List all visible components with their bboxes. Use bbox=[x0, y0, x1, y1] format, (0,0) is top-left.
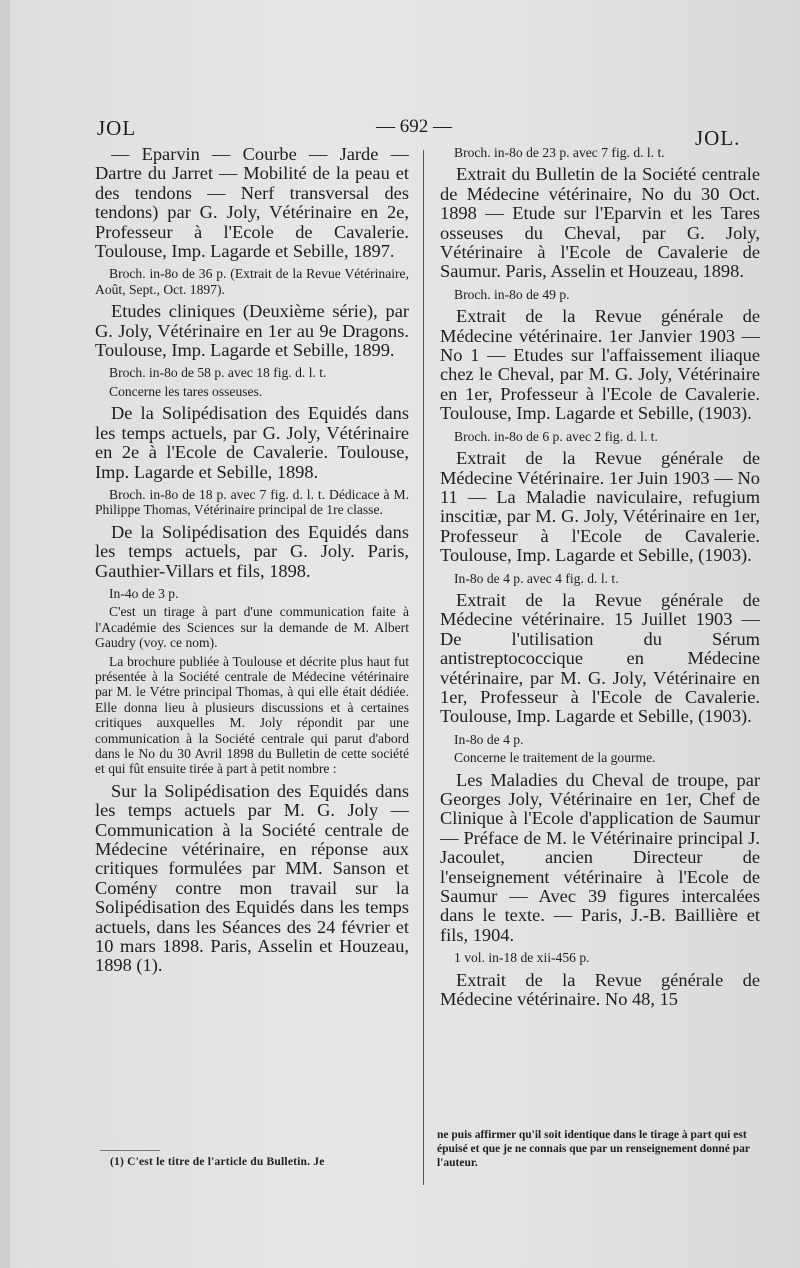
entry-affaissement-iliaque: Extrait de la Revue générale de Médecine vétérinaire. 1er Janvier 1903 — No 1 — Etudes sur l'affaissement iliaque chez le Cheval, par M. G. Joly, Vétérinaire en 1er, Professeur à l'Ecole de Cavalerie. Toulouse, Imp. Lagarde et Sebille, (1903). bbox=[440, 306, 760, 424]
note-affaissement-iliaque: Broch. in-8o de 6 p. avec 2 fig. d. l. t. bbox=[454, 428, 658, 444]
entry-eparvin: — Eparvin — Courbe — Jarde — Dartre du Jarret — Mobilité de la peau et des tendons — Nerf transversal des tendons) par G. Joly, Vétérinaire en 2e, Professeur à l'Ecole de Cavalerie. Toulouse, Imp. Lagarde et Sebille, 1897. bbox=[95, 144, 409, 262]
footnote-left: (1) C'est le titre de l'article du Bulletin. Je bbox=[110, 1156, 325, 1168]
note-continued-broch: Broch. in-8o de 23 p. avec 7 fig. d. l. t. bbox=[454, 145, 665, 160]
note-bulletin-eparvin: Broch. in-8o de 49 p. bbox=[454, 286, 570, 302]
book-page bbox=[10, 0, 800, 1268]
note-maladies-cheval: 1 vol. in-18 de xii-456 p. bbox=[454, 950, 590, 966]
entry-maladies-cheval: Les Maladies du Cheval de troupe, par Georges Joly, Vétérinaire en 1er, Chef de Clinique à l'Ecole d'application de Saumur — Préface de M. le Vétérinaire principal J. Jacoulet, ancien Directeur de l'enseignement vétérinaire à l'Ecole de Saumur — Avec 39 figures intercalées dans le texte. — Paris, J.-B. Baillière et fils, 1904. bbox=[440, 769, 760, 945]
note-eparvin: Broch. in-8o de 36 p. (Extrait de la Revue Vétérinaire, Août, Sept., Oct. 1897). bbox=[95, 266, 409, 297]
left-column bbox=[95, 145, 409, 976]
note-solipedisation-format: In-4o de 3 p. bbox=[109, 585, 179, 601]
entry-solipedisation-paris: De la Solipédisation des Equidés dans les temps actuels, par G. Joly. Paris, Gauthier-Villars et fils, 1898. bbox=[95, 521, 409, 581]
note-serum-format: In-8o de 4 p. bbox=[454, 731, 524, 747]
footnote-rule bbox=[100, 1150, 160, 1151]
entry-solipedisation-toulouse: De la Solipédisation des Equidés dans les temps actuels, par G. Joly, Vétérinaire en 2e à l'Ecole de Cavalerie. Toulouse, Imp. Lagarde et Sebille, 1898. bbox=[95, 403, 409, 482]
footnote-right: ne puis affirmer qu'il soit identique dans le tirage à part qui est épuisé et que je ne connais que par un renseignement donné par l'auteur. bbox=[437, 1129, 750, 1169]
note-serum-subject: Concerne le traitement de la gourme. bbox=[454, 750, 656, 766]
page-number: — 692 — bbox=[376, 116, 452, 137]
entry-serum: Extrait de la Revue générale de Médecine vétérinaire. 15 Juillet 1903 — De l'utilisation du Sérum antistreptococcique en Médecine vétérinaire, par M. G. Joly, Vétérinaire en 1er, Professeur à l'Ecole de Cavalerie. Toulouse, Imp. Lagarde et Sebille, (1903). bbox=[440, 589, 760, 727]
note-solipedisation-tirage: C'est un tirage à part d'une communication faite à l'Académie des Sciences sur la demande de M. Albert Gaudry (voy. ce nom). bbox=[95, 604, 409, 651]
note-maladie-naviculaire: In-8o de 4 p. avec 4 fig. d. l. t. bbox=[454, 570, 619, 586]
right-column bbox=[440, 145, 760, 1009]
entry-maladie-naviculaire: Extrait de la Revue générale de Médecine Vétérinaire. 1er Juin 1903 — No 11 — La Maladie naviculaire, refugium inscitiæ, par M. G. Joly, Vétérinaire en 1er, Professeur à l'Ecole de Cavalerie. Toulouse, Imp. Lagarde et Sebille, (1903). bbox=[440, 448, 760, 566]
running-head-right: JOL. bbox=[695, 126, 741, 150]
note-etudes-subject: Concerne les tares osseuses. bbox=[109, 383, 263, 399]
note-etudes-format: Broch. in-8o de 58 p. avec 18 fig. d. l. t. bbox=[109, 365, 327, 381]
entry-sur-la-solipedisation: Sur la Solipédisation des Equidés dans les temps actuels par M. G. Joly — Communication à la Société centrale de Médecine vétérinaire, en réponse aux critiques formulées par MM. Sanson et Comény contre mon travail sur la Solipédisation des Equidés dans les temps actuels, dans les Séances des 24 février et 10 mars 1898. Paris, Asselin et Houzeau, 1898 (1). bbox=[95, 780, 409, 976]
note-solipedisation-toulouse: Broch. in-8o de 18 p. avec 7 fig. d. l. t. Dédicace à M. Philippe Thomas, Vétérinaire principal de 1re classe. bbox=[95, 486, 409, 518]
entry-revue-48: Extrait de la Revue générale de Médecine vétérinaire. No 48, 15 bbox=[440, 969, 760, 1010]
note-solipedisation-brochure: La brochure publiée à Toulouse et décrite plus haut fut présentée à la Société centrale de Médecine vétérinaire par M. le Vétre principal Thomas, à qui elle était dédiée. Elle donna lieu à plusieurs discussions et à certaines critiques auxquelles M. Joly répondit par une communication à la Société centrale qui parut d'abord dans le No du 30 Avril 1898 du Bulletin de cette société et qui fût ensuite tirée à part à petit nombre : bbox=[95, 653, 409, 777]
entry-etudes-cliniques: Etudes cliniques (Deuxième série), par G. Joly, Vétérinaire en 1er au 9e Dragons. Toulouse, Imp. Lagarde et Sebille, 1899. bbox=[95, 301, 409, 361]
column-divider bbox=[423, 150, 424, 1185]
running-head-left: JOL bbox=[97, 116, 137, 140]
entry-bulletin-eparvin: Extrait du Bulletin de la Société centrale de Médecine vétérinaire, No du 30 Oct. 1898 — Etude sur l'Eparvin et les Tares osseuses du Cheval, par G. Joly, Vétérinaire à l'Ecole de Cavalerie de Saumur. Paris, Asselin et Houzeau, 1898. bbox=[440, 164, 760, 282]
